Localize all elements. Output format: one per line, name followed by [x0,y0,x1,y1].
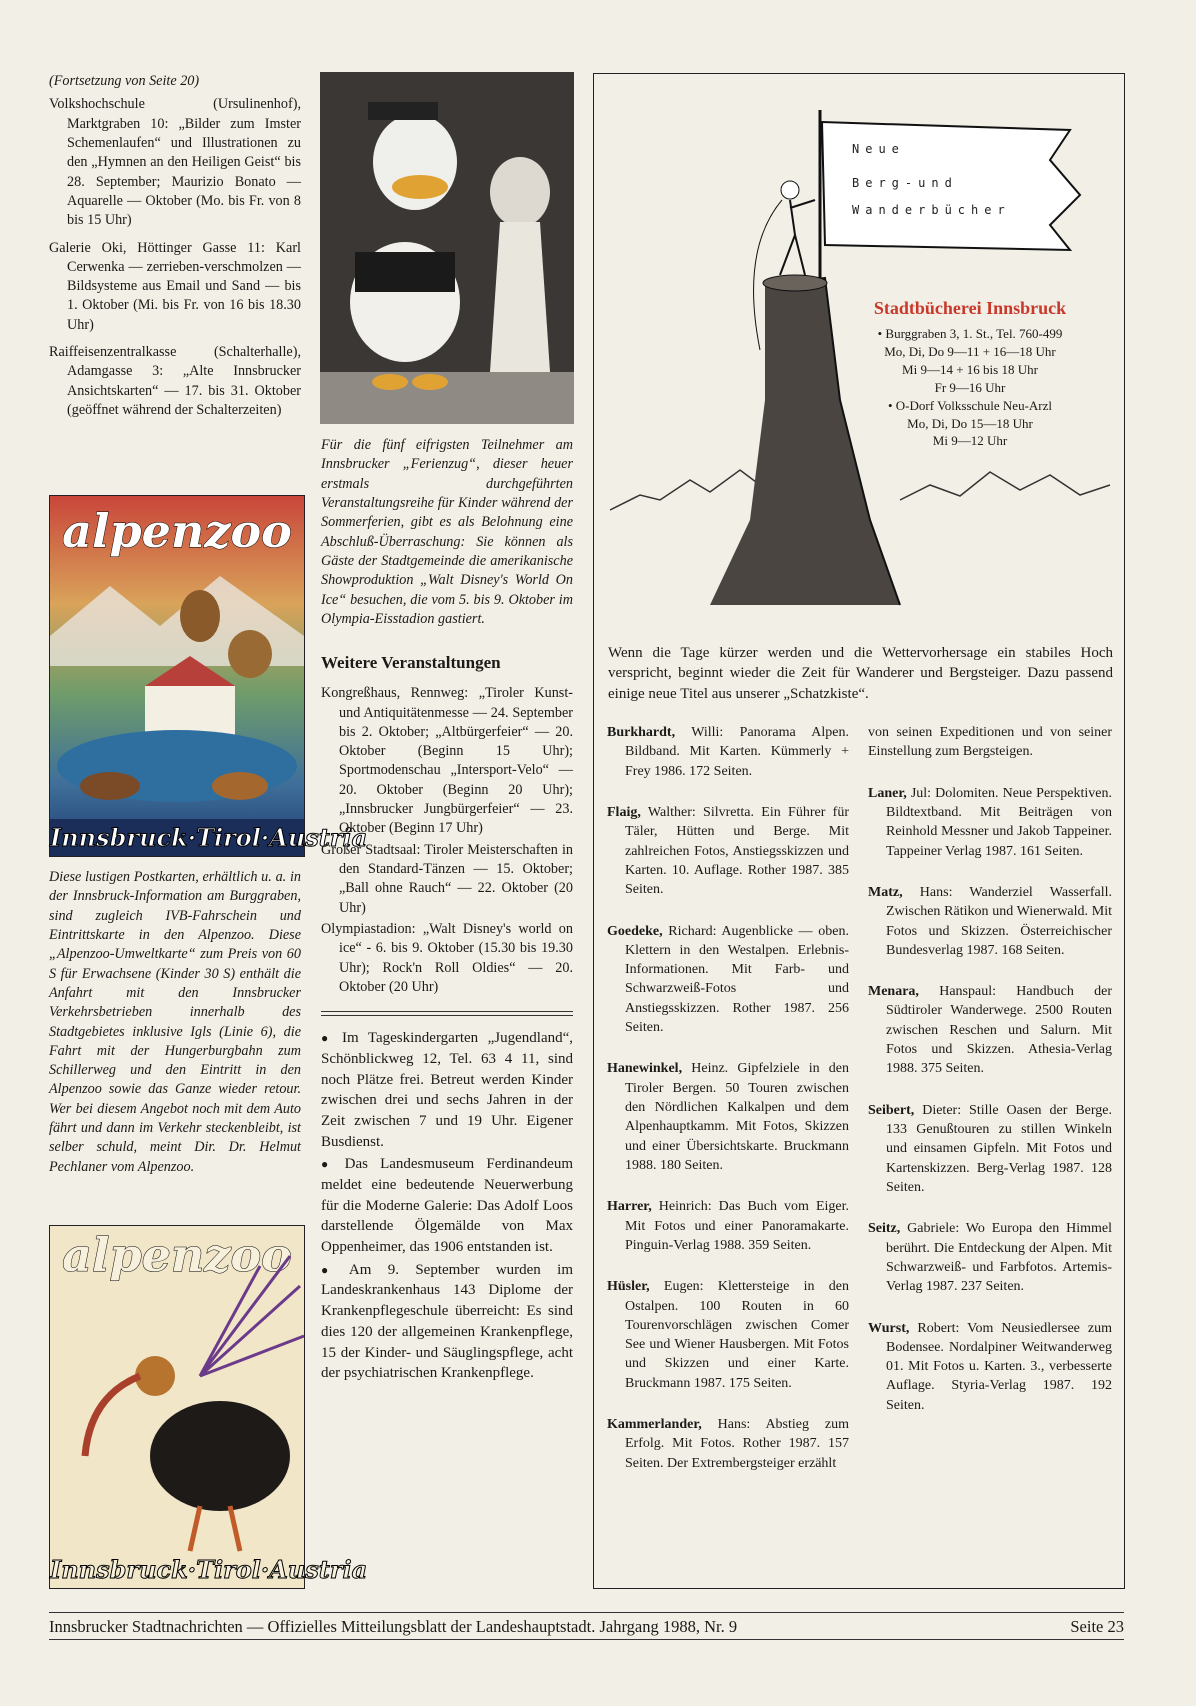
library-title: Stadtbücherei Innsbruck [873,298,1067,318]
donald-duck-photo [320,72,574,424]
book-entry: Wurst, Robert: Vom Neusiedlersee zum Bodensee. Nordalpiner Weitwanderweg 01. Mit Fotos u. Karten. 3., verbesserte Auflage. Styria-Verlag 1987. 192 Seiten. [868,1320,1112,1413]
library-line: • O-Dorf Volksschule Neu-Arzl [887,397,1052,413]
flag-line: Wanderbücher [852,203,1011,217]
bird-illustration [50,1226,368,1588]
poster-footer: Innsbruck·Tirol·Austria [50,1555,368,1584]
event-entry: Großer Stadtsaal: Tiroler Meisterschaften in den Standard-Tänzen — 15. Oktober; „Ball ohne Rauch“ — 22. Oktober (20 Uhr) [321,841,573,916]
column-left [49,72,301,428]
publication-line: Innsbrucker Stadtnachrichten — Offizielles Mitteilungsblatt der Landeshauptstadt. Jahrgang 1988, Nr. 9 [49,1617,738,1636]
poster-caption [49,868,301,1177]
exhibit-entry: Raiffeisenzentralkasse (Schalterhalle), Adamgasse 3: „Alte Innsbrucker Ansichtskarten“ — 17. bis 31. Oktober (geöffnet während der Schalterzeiten) [49,344,301,418]
alpenzoo-poster-1 [49,495,368,857]
poster-footer: Innsbruck·Tirol·Austria [50,819,304,856]
book-continuation: von seinen Expeditionen und von seiner Einstellung zum Bergsteigen. [868,725,1112,760]
bullet-icon: ● [321,1157,337,1172]
book-entry: Seibert, Dieter: Stille Oasen der Berge. 133 Genußtouren zu stillen Winkeln und einsamen Gipfeln. Mit Fotos und Kartenskizzen. Berg-Verlag 1987. 128 Seiten. [868,1102,1112,1195]
page-number: Seite 23 [1070,1617,1124,1636]
photo-caption: Für die fünf eifrigsten Teilnehmer am Innsbrucker „Ferienzug“, dieser heuer erstmals durchgeführten Veranstaltungsreihe für Kinder während der Sommerferien, gibt es als Belohnung eine Abschluß-Überraschung: Sie können als Gäste der Stadtgemeinde die amerikanische Showproduktion „Walt Disney's World On Ice“ besuchen, die vom 5. bis 9. Oktober im Olympia-Eisstadion gastiert. [321,437,573,627]
poster-title: alpenzoo [62,504,292,558]
library-line: Fr 9—16 Uhr [934,379,1006,395]
news-item: ● Im Tageskindergarten „Jugendland“, Schönblickweg 12, Tel. 63 4 11, sind noch Plätze frei. Betreut werden Kinder zwischen drei und sechs Jahren in der Zeit zwischen 7 und 19 Uhr. Eigener Busdienst. [321,1030,574,1150]
book-entry: Kammerlander, Hans: Abstieg zum Erfolg. Mit Fotos. Rother 1987. 157 Seiten. Der Extrembergsteiger erzählt [607,1417,849,1471]
double-rule [321,1011,573,1016]
book-entry: Seitz, Gabriele: Wo Europa den Himmel berührt. Die Entdeckung der Alpen. Mit Schwarzweiß- und Farbfotos. Artemis-Verlag 1987. 237 Seiten. [868,1221,1112,1295]
continuation-note: (Fortsetzung von Seite 20) [49,73,200,89]
alpenzoo-poster-2 [49,1225,368,1589]
page-footer [49,1612,1124,1640]
book-entry: Harrer, Heinrich: Das Buch vom Eiger. Mit Fotos und einer Panoramakarte. Pinguin-Verlag 1988. 359 Seiten. [607,1199,849,1253]
library-line: Mi 9—14 + 16 bis 18 Uhr [902,361,1038,377]
book-entry: Hanewinkel, Heinz. Gipfelziele in den Tiroler Bergen. 50 Touren zwischen den Nördlichen Kalkalpen und dem Alpenhauptkamm. Mit Fotos, Skizzen und einer Übersichtskarte. Bruckmann 1988. 180 Seiten. [607,1061,849,1173]
library-line: Mi 9—12 Uhr [932,433,1008,449]
book-entry: Laner, Jul: Dolomiten. Neue Perspektiven. Bildtextband. Mit Beiträgen von Reinhold Messner und Jakob Tappeiner. Tappeiner Verlag 1987. 161 Seiten. [868,785,1112,859]
book-entry: Hüsler, Eugen: Klettersteige in den Ostalpen. 100 Routen in 60 Tourenvorschlägen zwischen Comer See und Wiener Hausbergen. Mit Fotos und Skizzen und einer Karte. Bruckmann 1987. 175 Seiten. [607,1279,849,1391]
books-left [607,723,849,1495]
photo-illustration [320,72,574,424]
news-item: ● Am 9. September wurden im Landeskrankenhaus 143 Diplome der Krankenpflegeschule überreicht: Es sind dies 120 der allgemeinen Krankenpflege, 15 der Kinder- und Säuglingspflege, acht der psychiatrischen Krankenpflege. [321,1261,574,1382]
book-entry: Goedeke, Richard: Augenblicke — oben. Klettern in den Westalpen. Erlebnis-Informationen. Mit Farb- und Schwarzweiß-Fotos und Anstiegsskizzen. Rother 1987. 256 Seiten. [607,923,849,1036]
alpenzoo-caption: Diese lustigen Postkarten, erhältlich u. a. in der Innsbruck-Information am Burggraben, sind zugleich IVB-Fahrschein und Eintrittskarte in den Alpenzoo. Diese „Alpenzoo-Umweltkarte“ zum Preis von 60 S für Erwachsene (Kinder 30 S) enthält die Anfahrt mit den Innsbrucker Verkehrsbetrieben innerhalb des Stadtgebietes inklusive Igls (Linie 6), die Fahrt mit der Hungerburgbahn zum Schillerweg und den Eintritt in den Alpenzoo sowie das Ganze wieder retour. Wer bei diesem Angebot noch mit dem Auto fährt und dann im Verkehr steckenbleibt, ist selber schuld, meint Dir. Dr. Helmut Pechlaner vom Alpenzoo. [49,869,301,1175]
section-heading: Weitere Veranstaltungen [321,653,501,673]
flag-line: Berg-und [852,176,958,190]
bullet-icon: ● [321,1031,334,1046]
library-line: • Burggraben 3, 1. St., Tel. 760-499 [877,325,1063,341]
event-entry: Olympiastadion: „Walt Disney's world on ice“ - 6. bis 9. Oktober (15.30 bis 19.30 Uhr); Rock'n Roll Oldies“ — 20. Oktober (20 Uhr) [321,920,573,995]
books-right [868,723,1112,1437]
poster-title: alpenzoo [62,1228,292,1282]
poster-illustration [50,496,304,856]
library-line: Mo, Di, Do 9—11 + 16—18 Uhr [884,343,1056,359]
box-intro: Wenn die Tage kürzer werden und die Wettervorhersage ein stabiles Hoch verspricht, beginnt wieder die Zeit für Wanderer und Bergsteiger. Dazu passend einige neue Titel aus unserer „Schatzkiste“. [608,645,1113,702]
column-middle [321,436,573,1384]
event-entry: Kongreßhaus, Rennweg: „Tiroler Kunst- und Antiquitätenmesse — 24. September bis 2. Oktober; „Altbürgerfeier“ — 20. Oktober (Beginn 15 Uhr); Sportmodenschau „Intersport-Velo“ — 20. Oktober (Beginn 20 Uhr); „Innsbrucker Jungbürgerfeier“ — 23. Oktober (Beginn 17 Uhr) [321,685,573,837]
book-entry: Flaig, Walther: Silvretta. Ein Führer für Täler, Hütten und Berge. Mit zahlreichen Fotos, Anstiegsskizzen und Karten. 10. Auflage. Rother 1987. 385 Seiten. [607,804,849,898]
news-item: ● Das Landesmuseum Ferdinandeum meldet eine bedeutende Neuerwerbung für die Moderne Galerie: Das Adolf Loos darstellende Ölgemälde von Max Oppenheimer, das 1906 entstanden ist. [321,1156,573,1256]
flag-line: Neue [852,142,905,156]
bullet-icon: ● [321,1262,341,1277]
book-entry: Matz, Hans: Wanderziel Wasserfall. Zwischen Rätikon und Wienerwald. Mit Fotos und Skizzen. Österreichischer Bundesverlag 1987. 168 Seiten. [868,884,1112,958]
library-info [830,296,1110,450]
library-line: Mo, Di, Do 15—18 Uhr [907,415,1033,431]
book-entry: Menara, Hanspaul: Handbuch der Südtiroler Wanderwege. 2500 Routen zwischen Reschen und Salurn. Mit Fotos und Skizzen. Athesia-Verlag 1988. 375 Seiten. [868,984,1112,1077]
book-entry: Burkhardt, Willi: Panorama Alpen. Bildband. Mit Karten. Kümmerly + Frey 1986. 172 Seiten. [607,725,849,779]
exhibit-entry: Volkshochschule (Ursulinenhof), Marktgraben 10: „Bilder zum Imster Schemenlaufen“ und Illustrationen zu den „Hymnen an den Heiligen Geist“ bis 28. September; Maurizio Bonato — Aquarelle — Oktober (Mo. bis Fr. von 8 bis 15 Uhr) [49,96,301,229]
exhibit-entry: Galerie Oki, Höttinger Gasse 11: Karl Cerwenka — zerrieben-verschmolzen — Bildsysteme aus Email und Sand — bis 1. Oktober (Mi. bis Fr. von 16 bis 18.30 Uhr) [49,239,301,333]
